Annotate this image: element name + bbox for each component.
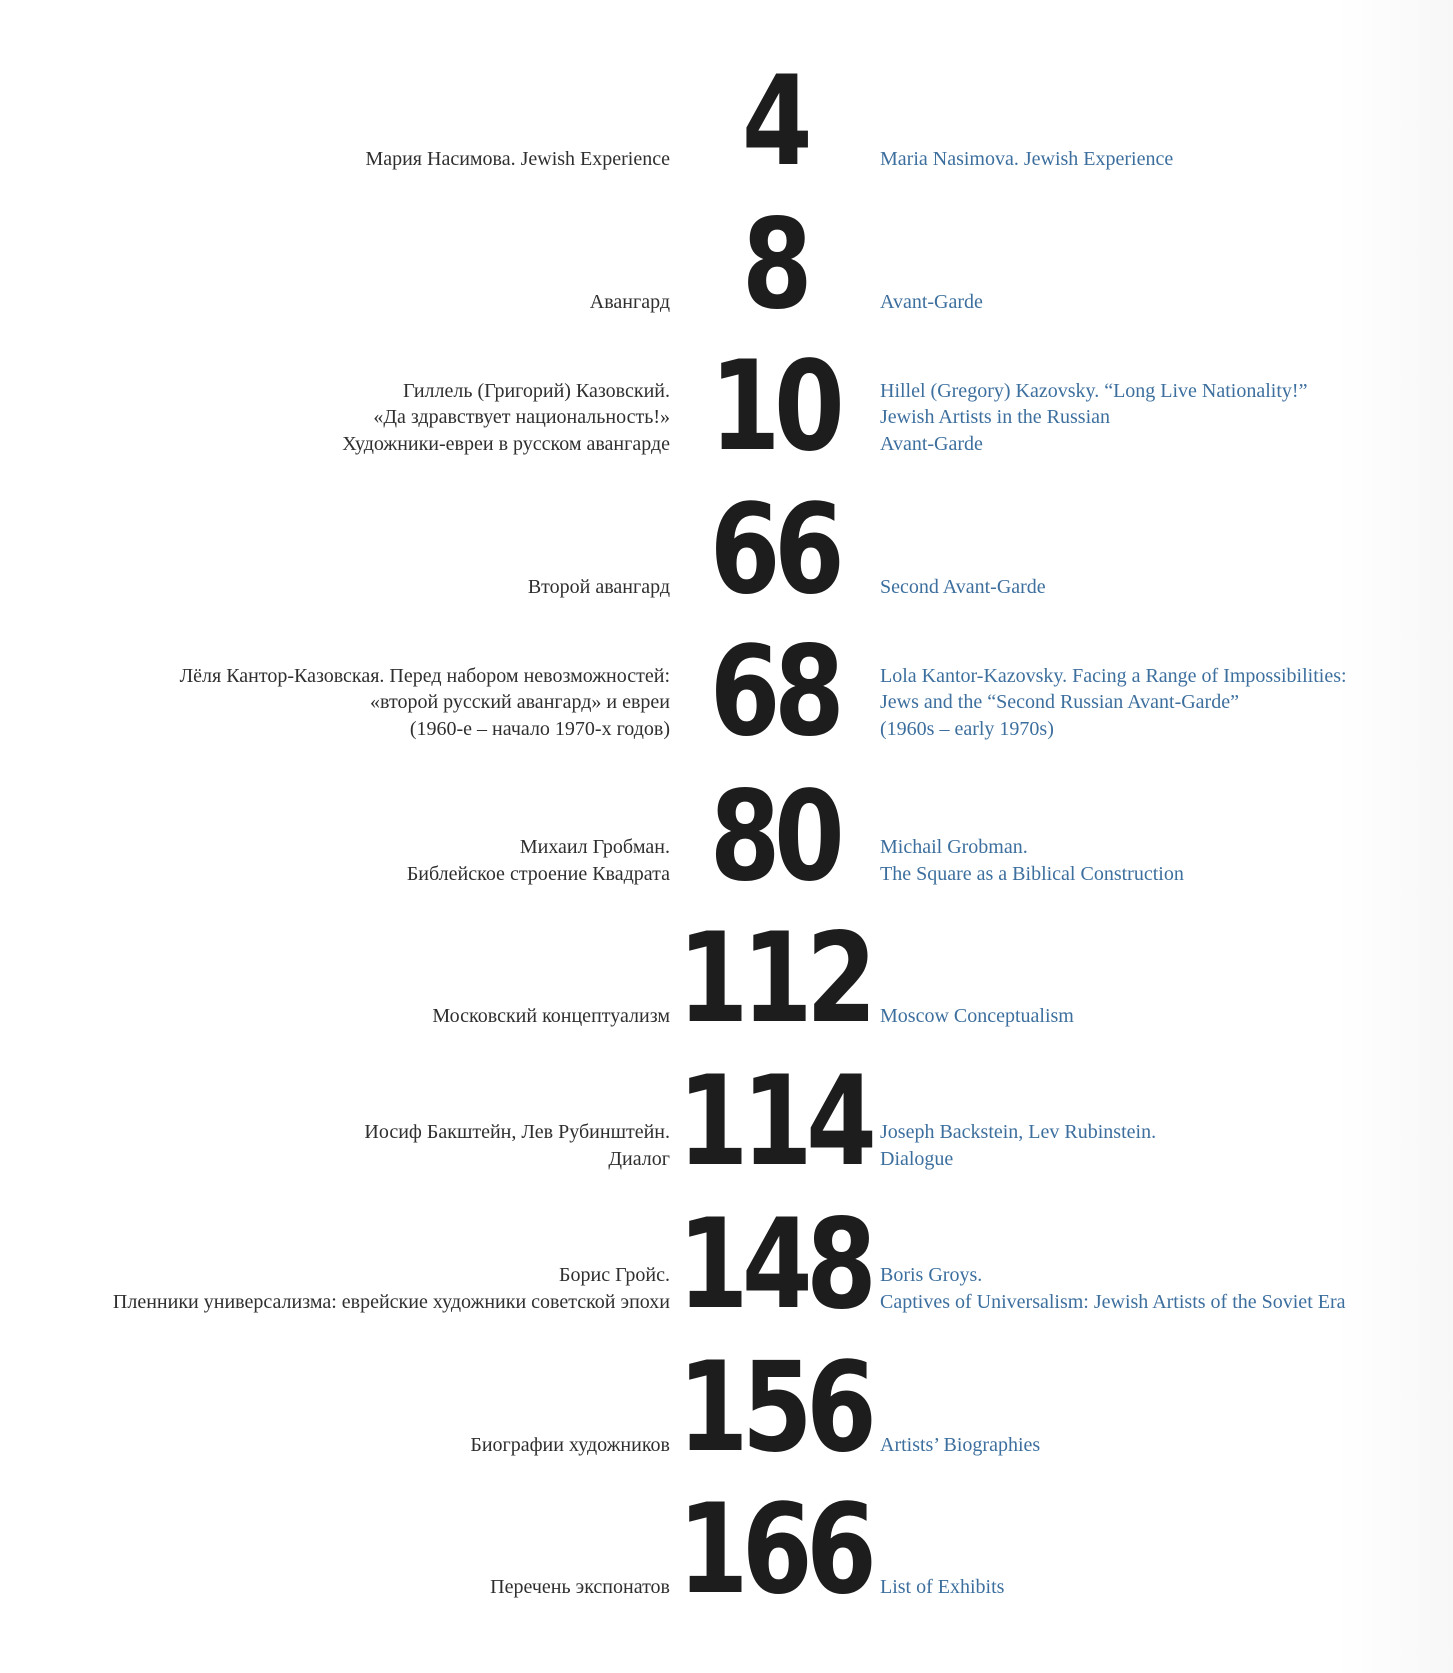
toc-title-en-line: Hillel (Gregory) Kazovsky. “Long Live Nationality!” bbox=[880, 379, 1308, 402]
toc-title-ru-line: Авангард bbox=[589, 290, 670, 313]
toc-title-en bbox=[880, 1574, 1440, 1601]
toc-title-ru-line: Лёля Кантор-Казовская. Перед набором невозможностей: bbox=[179, 664, 670, 687]
toc-title-ru-line: Второй авангард bbox=[527, 575, 670, 598]
toc-title-ru-line: Московский концептуализм bbox=[432, 1004, 670, 1027]
toc-title-en-line: Lola Kantor-Kazovsky. Facing a Range of Impossibilities: bbox=[880, 664, 1347, 687]
toc-title-ru-line: Иосиф Бакштейн, Лев Рубинштейн. bbox=[364, 1121, 670, 1143]
toc-title-en-line: Moscow Conceptualism bbox=[880, 1004, 1074, 1027]
toc-title-ru-line: (1960-е – начало 1970-х годов) bbox=[409, 717, 670, 740]
toc-title-ru-line: Пленники универсализма: еврейские художники советской эпохи bbox=[112, 1290, 670, 1313]
toc-title-en-line: List of Exhibits bbox=[880, 1575, 1005, 1598]
toc-page-number: 10 bbox=[709, 335, 839, 479]
toc-title-en-line: Jews and the “Second Russian Avant-Garde” bbox=[880, 691, 1239, 713]
toc-page-number: 114 bbox=[677, 1050, 871, 1194]
toc-page-number: 80 bbox=[709, 765, 839, 909]
toc-title-en-line: Michail Grobman. bbox=[880, 836, 1028, 858]
toc-title-ru-line: Художники-евреи в русском авангарде bbox=[342, 432, 670, 455]
toc-title-ru-line: Мария Насимова. Jewish Experience bbox=[365, 147, 670, 170]
toc-title-ru-line: «Да здравствует национальность!» bbox=[373, 406, 670, 428]
toc-title-en-line: Second Avant-Garde bbox=[880, 575, 1046, 598]
toc-title-en-line: Dialogue bbox=[880, 1147, 954, 1170]
toc-title-en-line: Avant-Garde bbox=[880, 432, 983, 455]
toc-title-ru bbox=[10, 1574, 670, 1601]
toc-title-en-line: Maria Nasimova. Jewish Experience bbox=[880, 147, 1174, 170]
toc-page-number: 148 bbox=[677, 1193, 871, 1337]
toc-title-en-line: Captives of Universalism: Jewish Artists of the Soviet Era bbox=[880, 1290, 1346, 1313]
toc-title-ru-line: «второй русский авангард» и евреи bbox=[370, 691, 670, 713]
toc-title-en-line: Boris Groys. bbox=[880, 1264, 983, 1286]
toc-title-en-line: Joseph Backstein, Lev Rubinstein. bbox=[880, 1121, 1157, 1143]
toc-title-ru-line: Борис Гройс. bbox=[559, 1264, 670, 1286]
toc-title-ru-line: Биографии художников bbox=[470, 1433, 670, 1456]
toc-page-number: 112 bbox=[677, 907, 871, 1051]
toc-title-ru-line: Михаил Гробман. bbox=[519, 836, 670, 858]
toc-title-en-line: (1960s – early 1970s) bbox=[880, 717, 1054, 740]
toc-title-ru-line: Библейское строение Квадрата bbox=[406, 862, 670, 885]
toc-title-ru-line: Диалог bbox=[608, 1147, 670, 1170]
toc-title-en-line: Jewish Artists in the Russian bbox=[880, 406, 1111, 428]
toc-page-number: 4 bbox=[741, 50, 807, 194]
toc-title-en-line: Artists’ Biographies bbox=[880, 1433, 1041, 1456]
toc-title-ru-line: Перечень экспонатов bbox=[490, 1575, 670, 1598]
toc-page-number: 166 bbox=[677, 1478, 871, 1622]
toc-title-en-line: The Square as a Biblical Construction bbox=[880, 862, 1184, 885]
toc-title-en-line: Avant-Garde bbox=[880, 290, 983, 313]
toc-page-number: 156 bbox=[677, 1336, 871, 1480]
toc-page-number: 8 bbox=[741, 193, 807, 337]
toc-page-number: 66 bbox=[709, 478, 839, 622]
toc-title-ru-line: Гиллель (Григорий) Казовский. bbox=[403, 379, 670, 402]
toc-page-number: 68 bbox=[709, 620, 839, 764]
